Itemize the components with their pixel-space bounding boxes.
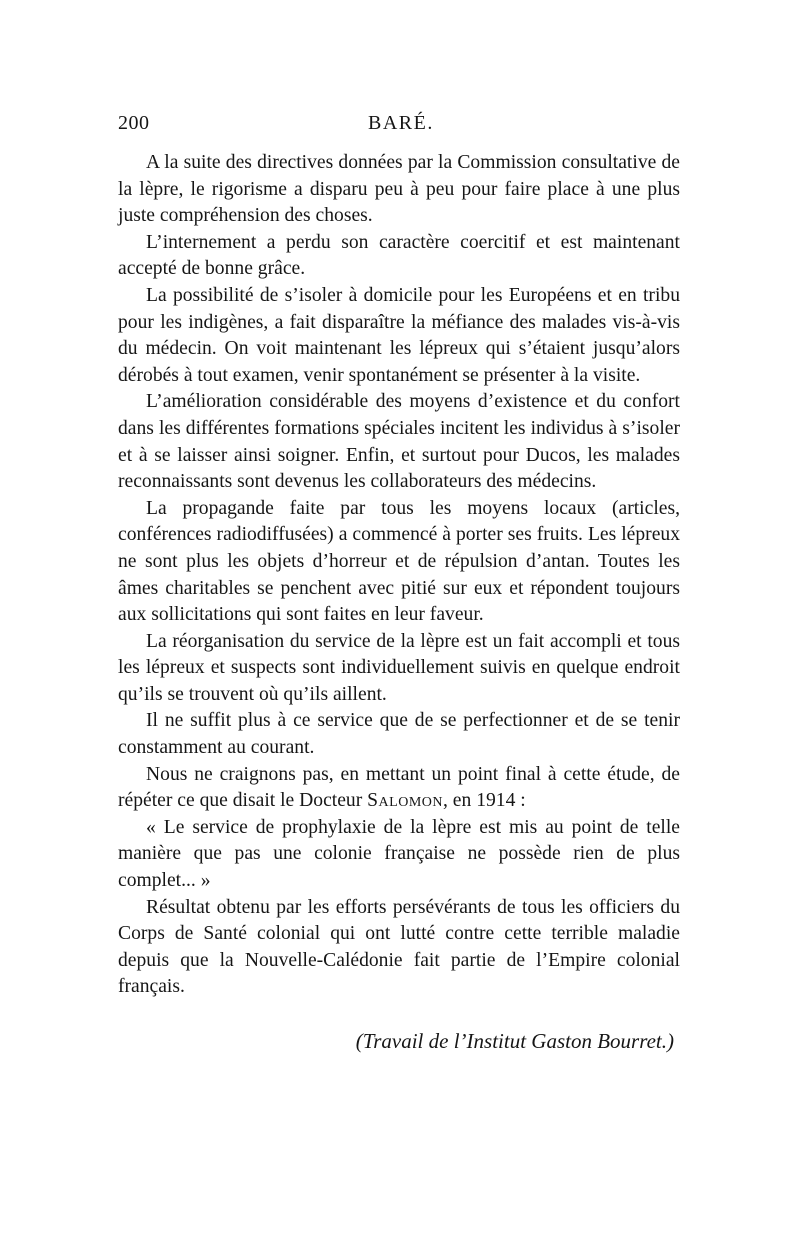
paragraph-amelioration: L’amélioration considérable des moyens d’existence et du confort dans les différentes formations spéciales incitent les individus à s’isoler et à se laisser ainsi soigner. Enfin, et surtout pour Ducos, les malades reconnaissants sont devenus les collaborateurs des médecins. (118, 391, 680, 493)
document-page (118, 112, 680, 1054)
paragraph-conclusion: Résultat obtenu par les efforts persévérants de tous les officiers du Corps de Santé colonial qui ont lutté contre cette terrible maladie depuis que la Nouvelle-Calédonie fait partie de l’Empire colonial français. (118, 896, 680, 998)
paragraph-salomon (118, 762, 680, 815)
paragraph-propagande: La propagande faite par tous les moyens locaux (articles, conférences radiodiffusées) a commencé à porter ses fruits. Les lépreux ne sont plus les objets d’horreur et de répulsion d’antan. Toutes les âmes charitables se penchent avec pitié sur eux et répondent toujours aux sollicitations qui sont faites en leur faveur. (118, 497, 680, 626)
paragraph-reorganisation: La réorganisation du service de la lèpre est un fait accompli et tous les lépreux et suspects sont individuellement suivis en quelque endroit qu’ils se trouvent où qu’ils aillent. (118, 630, 680, 705)
paragraph-commission: A la suite des directives données par la Commission consultative de la lèpre, le rigorisme a disparu peu à peu pour faire place à une plus juste compréhension des choses. (118, 152, 680, 227)
paragraph-perfectionner: Il ne suffit plus à ce service que de se perfectionner et de se tenir constamment au courant. (118, 710, 680, 759)
running-title: BARÉ. (368, 112, 434, 134)
salomon-text-before: Nous ne craignons pas, en mettant un point final à cette étude, de répéter ce que disait le Docteur (118, 763, 680, 812)
body-text (118, 150, 680, 1001)
institute-credit: (Travail de l’Institut Gaston Bourret.) (355, 1029, 674, 1053)
paragraph-internement: L’internement a perdu son caractère coercitif et est maintenant accepté de bonne grâce. (118, 231, 680, 280)
running-header (118, 112, 680, 144)
page-number: 200 (118, 112, 150, 134)
quotation: « Le service de prophylaxie de la lèpre est mis au point de telle manière que pas une colonie française ne possède rien de plus complet... » (118, 816, 680, 892)
salomon-text-after: , en 1914 : (443, 790, 526, 812)
paragraph-isolement: La possibilité de s’isoler à domicile pour les Européens et en tribu pour les indigènes, a fait disparaître la méfiance des malades vis-à-vis du médecin. On voit maintenant les lépreux qui s’étaient jusqu’alors dérobés à tout examen, venir spontanément se présenter à la visite. (118, 284, 680, 386)
author-name-salomon: Salomon (367, 790, 443, 812)
